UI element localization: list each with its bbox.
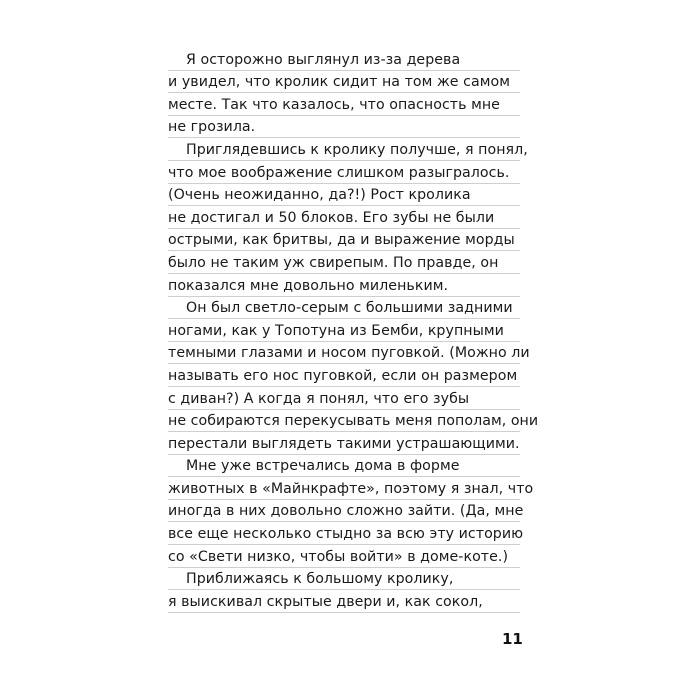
text-line — [168, 93, 520, 116]
text-line — [168, 319, 520, 342]
line-text: называть его нос пуговкой, если он размером — [168, 367, 518, 384]
text-line — [168, 455, 520, 478]
text-line — [168, 48, 520, 71]
text-line — [168, 522, 524, 545]
line-text: темными глазами и носом пуговкой. (Можно ли — [168, 345, 530, 362]
text-line — [168, 71, 520, 94]
text-line — [168, 206, 520, 229]
line-text: перестали выглядеть такими устрашающими. — [168, 435, 520, 452]
text-line — [168, 410, 539, 433]
line-text: Он был светло-серым с большими задними — [186, 300, 513, 317]
line-text: не достигал и 50 блоков. Его зубы не были — [168, 209, 495, 226]
text-line — [168, 500, 524, 523]
text-line — [168, 161, 520, 184]
text-line — [168, 545, 520, 568]
line-text: со «Свети низко, чтобы войти» в доме-коте.) — [168, 548, 509, 565]
text-line — [168, 184, 520, 207]
line-text: месте. Так что казалось, что опасность мне — [168, 96, 500, 113]
text-block — [168, 48, 539, 613]
line-text: что мое воображение слишком разыгралось. — [168, 164, 510, 181]
text-line — [168, 477, 534, 500]
text-line — [168, 432, 520, 455]
line-text: показался мне довольно миленьким. — [168, 277, 449, 294]
line-text: животных в «Майнкрафте», поэтому я знал, что — [168, 480, 534, 497]
line-text: не грозила. — [168, 119, 256, 136]
line-text: с диван?) А когда я понял, что его зубы — [168, 390, 470, 407]
line-text: Приближаясь к большому кролику, — [186, 571, 454, 588]
text-line — [168, 274, 520, 297]
line-text: ногами, как у Топотуна из Бемби, крупными — [168, 322, 504, 339]
line-text: Мне уже встречались дома в форме — [186, 458, 460, 475]
text-line — [168, 116, 520, 139]
line-text: Я осторожно выглянул из-за дерева — [186, 51, 461, 68]
text-line — [168, 251, 520, 274]
line-text: Приглядевшись к кролику получше, я понял, — [186, 141, 528, 158]
text-line — [168, 387, 520, 410]
page-number: 11 — [502, 630, 523, 648]
text-line — [168, 590, 520, 613]
line-text: острыми, как бритвы, да и выражение морды — [168, 232, 515, 249]
text-line — [168, 342, 530, 365]
text-line — [168, 138, 528, 161]
line-text: (Очень неожиданно, да?!) Рост кролика — [168, 187, 471, 204]
text-line — [168, 568, 520, 591]
text-line — [168, 297, 520, 320]
line-text: не собираются перекусывать меня пополам, они — [168, 413, 539, 430]
line-text: все еще несколько стыдно за всю эту историю — [168, 526, 524, 543]
line-text: было не таким уж свирепым. По правде, он — [168, 254, 499, 271]
text-line — [168, 229, 520, 252]
text-line — [168, 364, 520, 387]
line-text: иногда в них довольно сложно зайти. (Да, мне — [168, 503, 524, 520]
line-text: я выискивал скрытые двери и, как сокол, — [168, 593, 483, 610]
line-text: и увидел, что кролик сидит на том же самом — [168, 74, 510, 91]
